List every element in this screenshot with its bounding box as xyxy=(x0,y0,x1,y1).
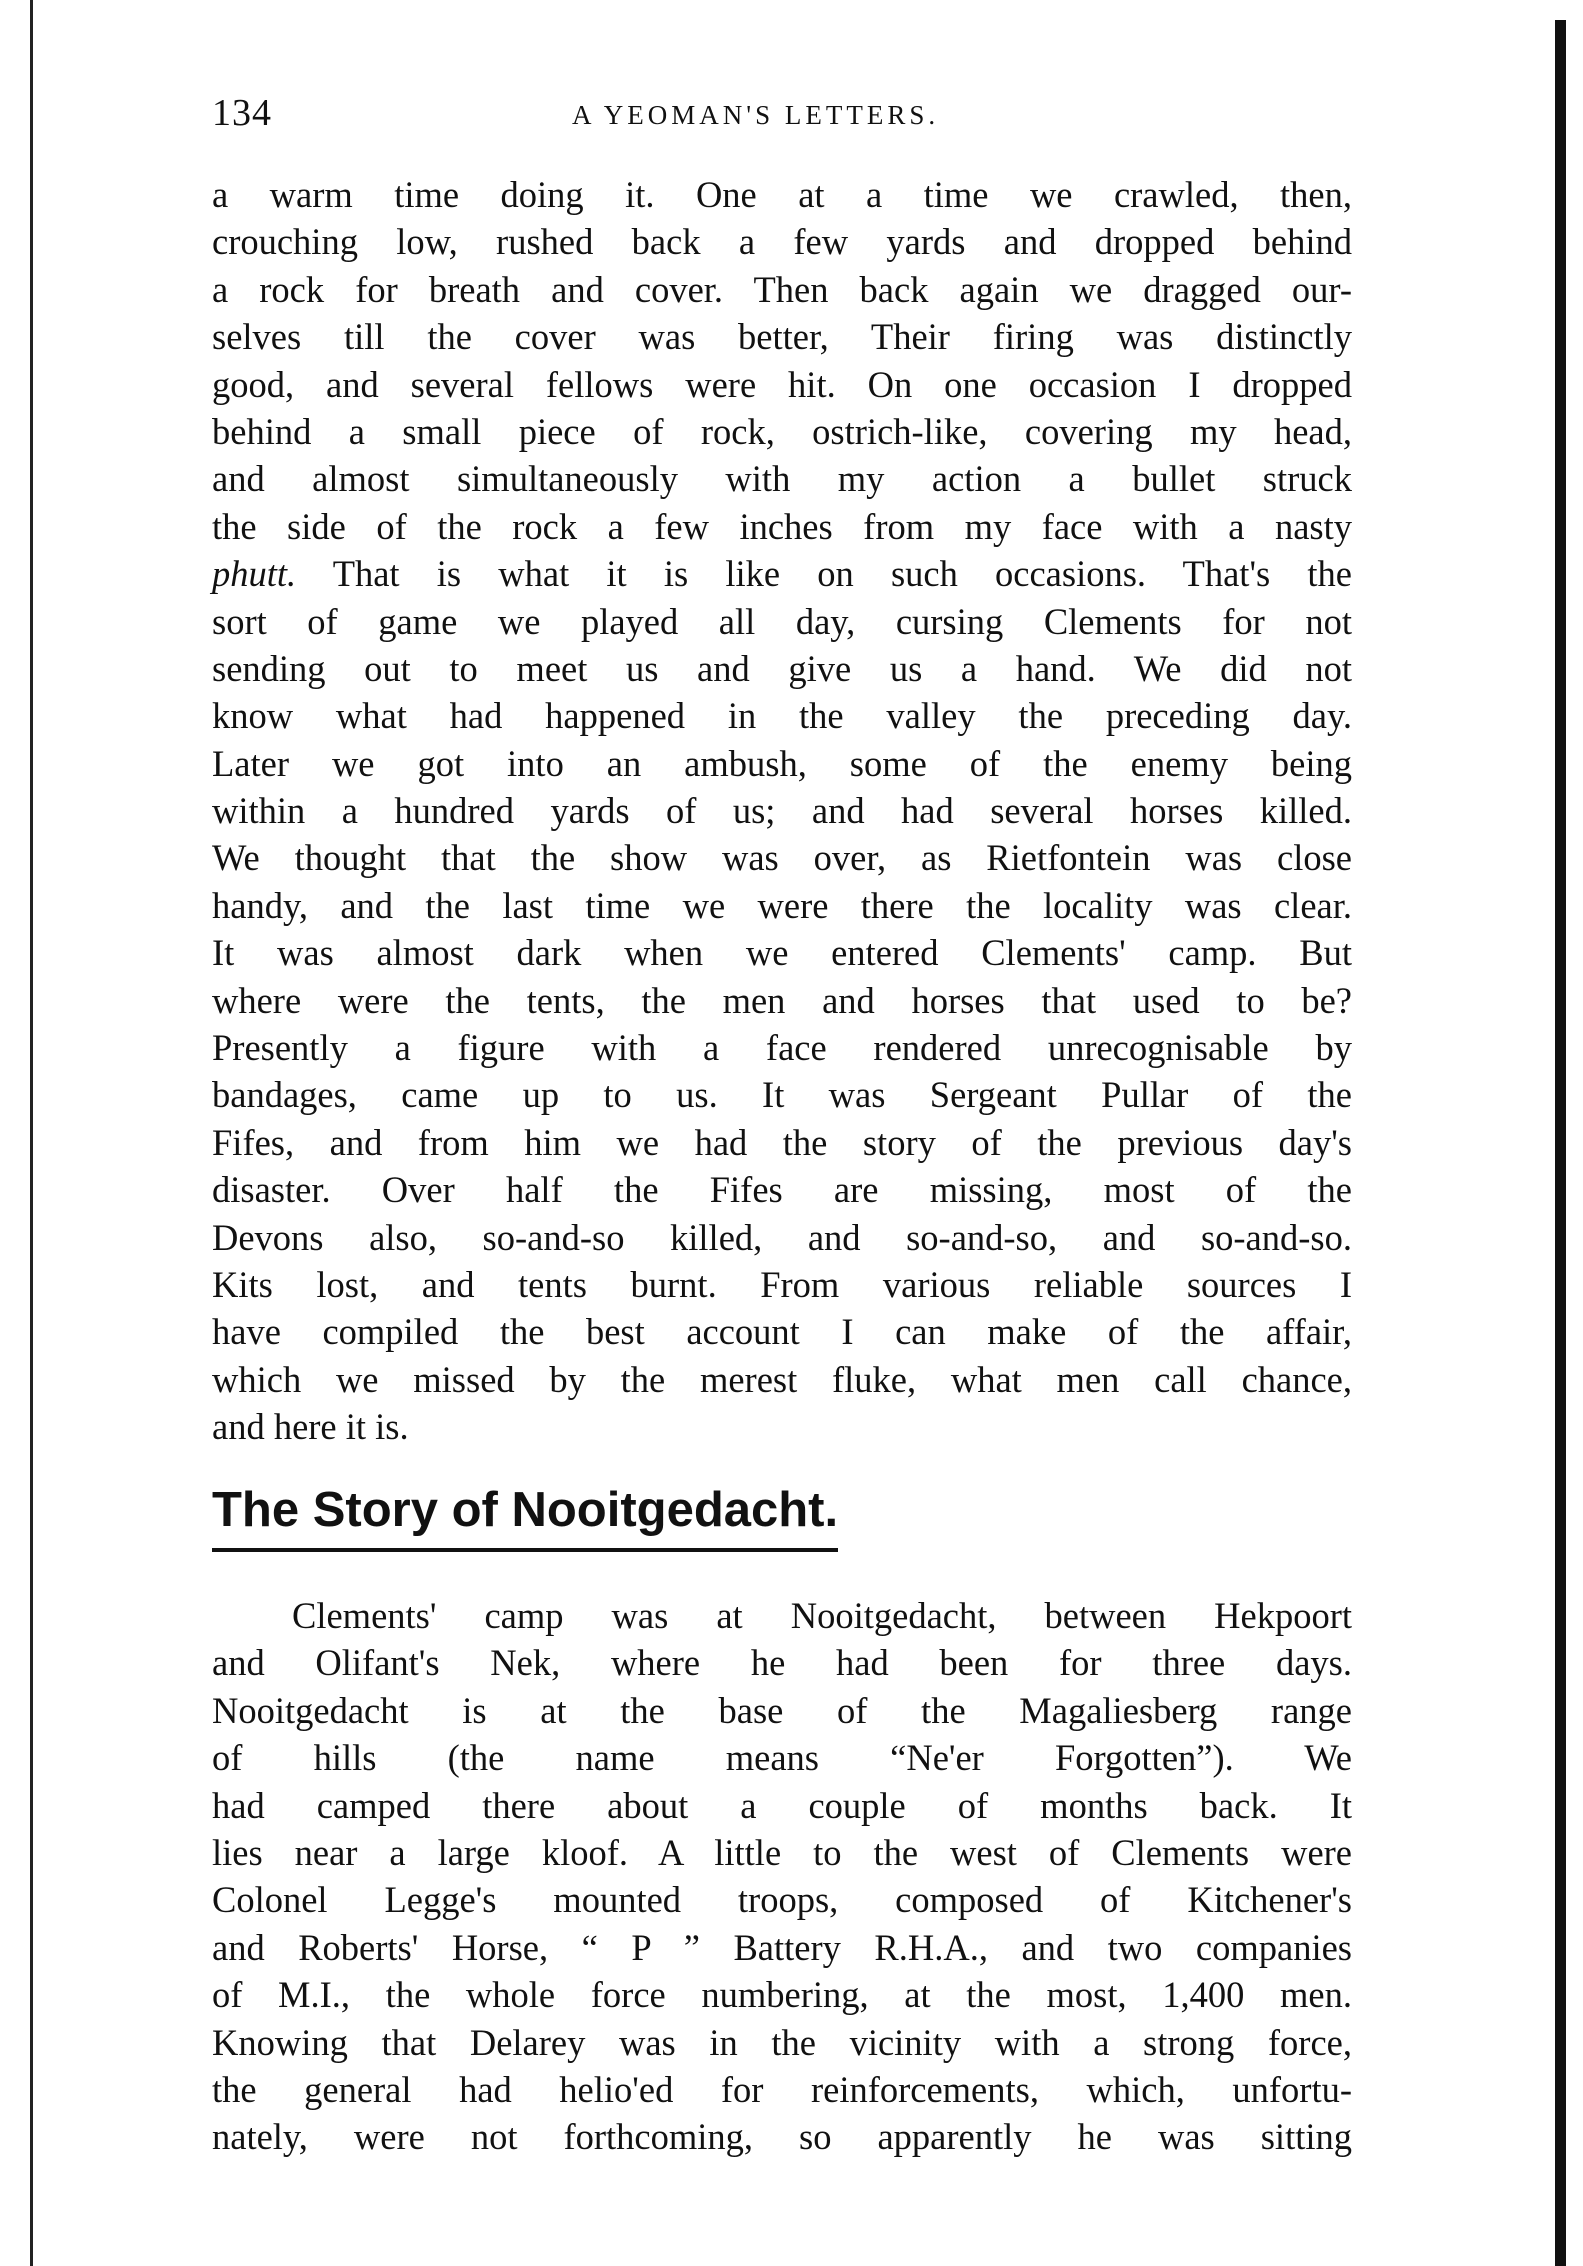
text-line: crouching low, rushed back a few yards and dropped behind xyxy=(212,221,1352,263)
text-line: which we missed by the merest fluke, what men call chance, xyxy=(212,1358,1352,1400)
text-line: Clements' camp was at Nooitgedacht, between Hekpoort xyxy=(292,1595,1352,1636)
text-line: and Roberts' Horse, “ P ” Battery R.H.A., and two companies xyxy=(212,1926,1352,1968)
text-line: a rock for breath and cover. Then back again we dragged our- xyxy=(212,268,1352,310)
text-line: the side of the rock a few inches from my face with a nasty xyxy=(212,505,1352,547)
text-line: bandages, came up to us. It was Sergeant Pullar of the xyxy=(212,1074,1352,1116)
text-line: behind a small piece of rock, ostrich-like, covering my head, xyxy=(212,410,1352,452)
text-line: Knowing that Delarey was in the vicinity with a strong force, xyxy=(212,2021,1352,2063)
scan-edge-left xyxy=(30,0,33,2266)
running-head xyxy=(212,88,1352,138)
section-heading: The Story of Nooitgedacht. xyxy=(212,1474,838,1552)
text-line: Nooitgedacht is at the base of the Magaliesberg range xyxy=(212,1689,1352,1731)
text-line-rest: That is what it is like on such occasions. That's the xyxy=(332,553,1352,595)
text-line: Fifes, and from him we had the story of the previous day's xyxy=(212,1121,1352,1163)
text-line: selves till the cover was better, Their firing was distinctly xyxy=(212,316,1352,358)
text-line: good, and several fellows were hit. On one occasion I dropped xyxy=(212,363,1352,405)
text-line: a warm time doing it. One at a time we crawled, then, xyxy=(212,174,1352,215)
text-line: and almost simultaneously with my action a bullet struck xyxy=(212,458,1352,500)
text-line: sending out to meet us and give us a hand. We did not xyxy=(212,647,1352,689)
paragraph-1 xyxy=(212,171,1352,1451)
text-line: had camped there about a couple of months back. It xyxy=(212,1784,1352,1826)
text-line: have compiled the best account I can make of the affair, xyxy=(212,1311,1352,1353)
text-line: the general had helio'ed for reinforcements, which, unfortu- xyxy=(212,2068,1352,2110)
text-line xyxy=(212,550,1352,597)
text-line: within a hundred yards of us; and had several horses killed. xyxy=(212,790,1352,832)
text-line: of M.I., the whole force numbering, at the most, 1,400 men. xyxy=(212,1974,1352,2016)
italic-word: phutt. xyxy=(212,553,297,595)
paragraph-2 xyxy=(212,1592,1352,2161)
text-line: disaster. Over half the Fifes are missing, most of the xyxy=(212,1169,1352,1211)
text-line: of hills (the name means “Ne'er Forgotten”). We xyxy=(212,1737,1352,1779)
scan-edge-right xyxy=(1555,20,1566,2266)
text-line: Devons also, so-and-so killed, and so-and-so, and so-and-so. xyxy=(212,1216,1352,1258)
text-line: and Olifant's Nek, where he had been for three days. xyxy=(212,1642,1352,1684)
text-line: We thought that the show was over, as Rietfontein was close xyxy=(212,837,1352,879)
text-line: lies near a large kloof. A little to the west of Clements were xyxy=(212,1831,1352,1873)
page-number: 134 xyxy=(212,92,272,134)
text-line: Colonel Legge's mounted troops, composed of Kitchener's xyxy=(212,1879,1352,1921)
text-line: handy, and the last time we were there the locality was clear. xyxy=(212,884,1352,926)
text-line: nately, were not forthcoming, so apparently he was sitting xyxy=(212,2116,1352,2158)
text-line: It was almost dark when we entered Clements' camp. But xyxy=(212,932,1352,974)
text-line: sort of game we played all day, cursing Clements for not xyxy=(212,600,1352,642)
text-line: Presently a figure with a face rendered unrecognisable by xyxy=(212,1027,1352,1069)
text-line: Later we got into an ambush, some of the enemy being xyxy=(212,742,1352,784)
text-line: where were the tents, the men and horses that used to be? xyxy=(212,979,1352,1021)
running-title: A YEOMAN'S LETTERS. xyxy=(572,100,940,130)
text-line: and here it is. xyxy=(212,1406,409,1448)
text-line: Kits lost, and tents burnt. From various reliable sources I xyxy=(212,1263,1352,1305)
text-line: know what had happened in the valley the preceding day. xyxy=(212,695,1352,737)
